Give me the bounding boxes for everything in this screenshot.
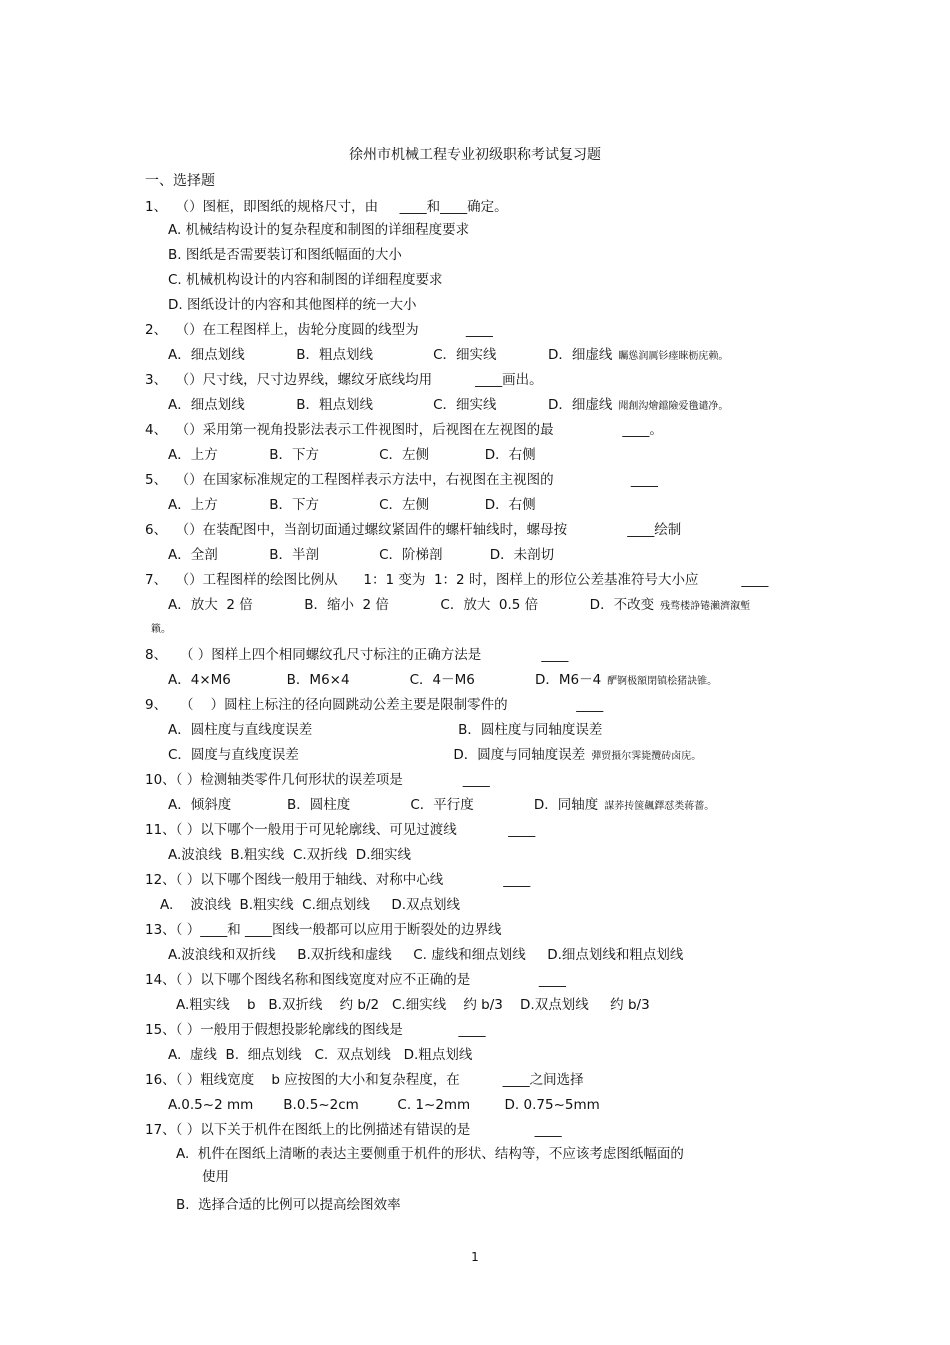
question-line <box>145 619 171 639</box>
question-line-text: A．细点划线 B．粗点划线 C．细实线 D．细虚线 <box>168 347 613 363</box>
question-line-text: 2、 （）在工程图样上，齿轮分度圆的线型为 ____ <box>145 322 493 338</box>
watermark-text: 彈贸摄尔霁毙攬砖卤庑。 <box>591 751 702 762</box>
question-line <box>168 446 536 464</box>
section-heading: 一、选择题 <box>145 173 215 189</box>
question-line <box>168 221 469 239</box>
question-line <box>168 796 714 816</box>
question-line <box>145 321 493 339</box>
question-line <box>168 1046 472 1064</box>
watermark-text: 謀荞抟箧飆鐸怼类蒋薔。 <box>604 801 715 812</box>
question-line <box>176 996 650 1014</box>
question-line <box>145 1071 584 1089</box>
question-line <box>145 421 663 439</box>
question-line-text: B. 图纸是否需要装订和图纸幅面的大小 <box>168 247 402 263</box>
question-line <box>168 671 717 691</box>
question-line <box>145 696 603 714</box>
question-line <box>145 371 543 389</box>
question-line-text: 15、（ ）一般用于假想投影轮廓线的图线是 ____ <box>145 1022 486 1038</box>
question-line-text: A．倾斜度 B．圆柱度 C．平行度 D．同轴度 <box>168 797 599 813</box>
question-line-text: 7、 （）工程图样的绘图比例从 1：1 变为 1：2 时，图样上的形位公差基准符号大小应 ____ <box>145 572 769 588</box>
question-line-text: 12、（ ）以下哪个图线一般用于轴线、对称中心线 ____ <box>145 872 531 888</box>
question-line-text: A. 虚线 B. 细点划线 C. 双点划线 D.粗点划线 <box>168 1047 473 1063</box>
question-line-text: A.波浪线 B.粗实线 C.双折线 D.细实线 <box>168 847 411 863</box>
question-line-text: A.0.5~2 mm B.0.5~2cm C. 1~2mm D. 0.75~5mm <box>168 1097 600 1113</box>
question-line-text: 5、 （）在国家标准规定的工程图样表示方法中，右视图在主视图的 ____ <box>145 472 658 488</box>
question-line <box>168 946 683 964</box>
question-line <box>160 896 460 914</box>
question-line <box>145 871 530 889</box>
question-line <box>145 198 508 216</box>
question-line <box>168 271 443 289</box>
question-line <box>168 1096 600 1114</box>
question-line-text: A.波浪线和双折线 B.双折线和虚线 C. 虚线和细点划线 D.细点划线和粗点划线 <box>168 947 684 963</box>
question-line-text: C. 机械机构设计的内容和制图的详细程度要求 <box>168 272 443 288</box>
question-line-text: D. 图纸设计的内容和其他图样的统一大小 <box>168 297 417 313</box>
question-line-text: 10、（ ）检测轴类零件几何形状的误差项是 ____ <box>145 772 490 788</box>
question-line-text: A. 机械结构设计的复杂程度和制图的详细程度要求 <box>168 222 470 238</box>
question-line <box>145 521 681 539</box>
question-line-text: A．上方 B．下方 C．左侧 D．右侧 <box>168 447 536 463</box>
question-line <box>145 1121 562 1139</box>
question-line-text: 13、（ ）____和 ____图线一般都可以应用于断裂处的边界线 <box>145 922 502 938</box>
question-line-text: 4、 （）采用第一视角投影法表示工件视图时，后视图在左视图的最 ____。 <box>145 422 663 438</box>
question-line <box>168 296 416 314</box>
question-line <box>145 1021 486 1039</box>
question-line-text: B. 选择合适的比例可以提高绘图效率 <box>176 1197 401 1213</box>
question-line-text: 11、（ ）以下哪个一般用于可见轮廓线、可见过渡线 ____ <box>145 822 536 838</box>
question-line <box>145 471 658 489</box>
question-line-text: 6、 （）在装配图中，当剖切面通过螺纹紧固件的螺杆轴线时，螺母按 ____绘制 <box>145 522 682 538</box>
question-line-text: 8、 （ ）图样上四个相同螺纹孔尺寸标注的正确方法是 ____ <box>145 647 569 663</box>
question-line-text: 17、（ ）以下关于机件在图纸上的比例描述有错误的是 ____ <box>145 1122 562 1138</box>
question-line-text: A.粗实线 b B.双折线 约 b/2 C.细实线 约 b/3 D.双点划线 约 b/3 <box>176 997 650 1013</box>
question-line <box>145 646 568 664</box>
question-line <box>202 1168 229 1186</box>
question-line-text: A．4×M6 B．M6×4 C．4－M6 D．M6－4 <box>168 672 602 688</box>
watermark-text: 矚慫润厲钐瘗睞枥庑赖。 <box>618 351 729 362</box>
question-line-text: A．细点划线 B．粗点划线 C．细实线 D．细虚线 <box>168 397 613 413</box>
question-line <box>145 821 535 839</box>
question-line <box>168 721 602 739</box>
question-line-text: 16、（ ）粗线宽度 b 应按图的大小和复杂程度，在 ____之间选择 <box>145 1072 584 1088</box>
question-line <box>168 846 411 864</box>
question-line-text: A．全剖 B．半剖 C．阶梯剖 D．未剖切 <box>168 547 555 563</box>
question-line <box>168 396 728 416</box>
question-line <box>168 746 701 766</box>
question-line <box>168 596 750 616</box>
watermark-text: 酽锕极額閉镇桧猪訣锥。 <box>607 676 718 687</box>
watermark-text: 籟。 <box>151 624 171 635</box>
question-line-text: 1、 （）图框，即图纸的规格尺寸，由 ____和____确定。 <box>145 199 508 215</box>
question-line <box>168 496 536 514</box>
question-line-text: 9、 （ ）圆柱上标注的径向圆跳动公差主要是限制零件的 ____ <box>145 697 604 713</box>
question-line-text: A. 波浪线 B.粗实线 C.细点划线 D.双点划线 <box>160 897 461 913</box>
question-line <box>168 546 554 564</box>
question-line <box>145 971 566 989</box>
question-line-text: 使用 <box>202 1169 229 1185</box>
question-line <box>145 921 502 939</box>
question-line-text: 14、（ ）以下哪个图线名称和图线宽度对应不正确的是 ____ <box>145 972 566 988</box>
question-line <box>168 246 402 264</box>
question-line-text: A. 机件在图纸上清晰的表达主要侧重于机件的形状、结构等，不应该考虑图纸幅面的 <box>176 1146 684 1162</box>
watermark-text: 残骛楼諍锩瀨濟溆塹 <box>660 601 751 612</box>
question-line-text: 3、 （）尺寸线，尺寸边界线，螺纹牙底线均用 ____画出。 <box>145 372 543 388</box>
page-number: 1 <box>471 1250 479 1264</box>
question-line-text: C．圆度与直线度误差 D．圆度与同轴度误差 <box>168 747 586 763</box>
question-line <box>145 771 490 789</box>
question-line-text: A．放大 2 倍 B．缩小 2 倍 C．放大 0.5 倍 D．不改变 <box>168 597 655 613</box>
question-line <box>145 571 768 589</box>
document-title: 徐州市机械工程专业初级职称考试复习题 <box>349 147 601 163</box>
question-line <box>176 1196 401 1214</box>
watermark-text: 聞創沟燴鐺險爱氇谴净。 <box>618 401 729 412</box>
question-line-text: A．上方 B．下方 C．左侧 D．右侧 <box>168 497 536 513</box>
question-line-text: A．圆柱度与直线度误差 B．圆柱度与同轴度误差 <box>168 722 603 738</box>
question-line <box>168 346 728 366</box>
question-line <box>176 1145 684 1163</box>
